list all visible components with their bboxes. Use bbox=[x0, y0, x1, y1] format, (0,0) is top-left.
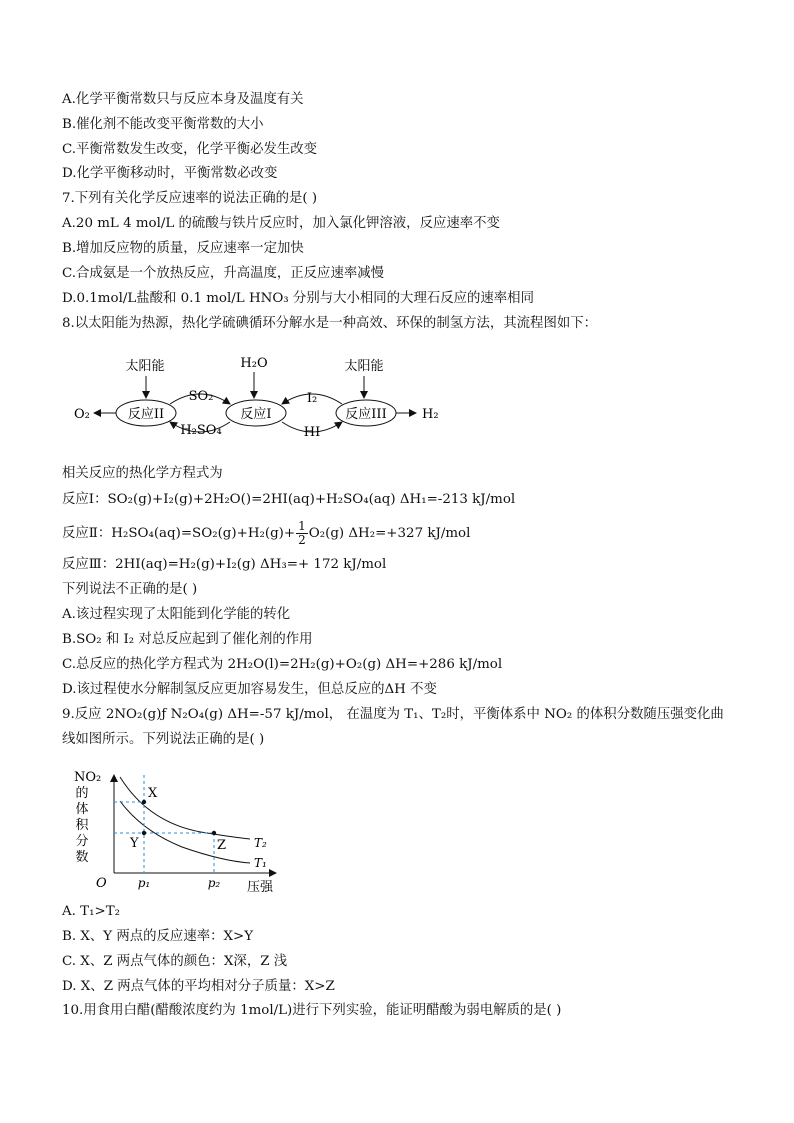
point-z bbox=[212, 831, 216, 835]
x-tick-p2: p₂ bbox=[207, 876, 221, 890]
q9-option-c: C. X、Z 两点气体的颜色：X深，Z 浅 bbox=[62, 954, 288, 969]
one-half-fraction: $\frac{1}{2}$ bbox=[298, 519, 306, 547]
q8-flow-diagram bbox=[60, 348, 460, 448]
x-axis-label: 压强 bbox=[246, 880, 274, 895]
q6-option-b: B.催化剂不能改变平衡常数的大小 bbox=[62, 117, 264, 132]
hi-label: HI bbox=[303, 425, 321, 440]
q9-option-a: A. T₁>T₂ bbox=[62, 904, 121, 919]
so2-label: SO₂ bbox=[188, 389, 214, 404]
y-axis-char-1: 的 bbox=[75, 786, 89, 801]
q8-eq3: 反应Ⅲ：2HI(aq)=H₂(g)+I₂(g) ΔH₃=+ 172 kJ/mol bbox=[62, 557, 387, 572]
q7-option-a: A.20 mL 4 mol/L 的硫酸与铁片反应时，加入氯化钾溶液，反应速率不变 bbox=[62, 216, 500, 231]
point-y-label: Y bbox=[130, 836, 139, 851]
series-t1-curve bbox=[120, 801, 250, 863]
point-z-label: Z bbox=[217, 838, 227, 853]
series-t1-label: T₁ bbox=[254, 856, 267, 870]
q9-chart bbox=[62, 765, 292, 895]
solar-right-label: 太阳能 bbox=[344, 359, 384, 374]
origin-label: O bbox=[96, 876, 107, 891]
q6-option-a: A.化学平衡常数只与反应本身及温度有关 bbox=[62, 92, 304, 107]
o2-label: O₂ bbox=[74, 407, 90, 422]
q8-eq-intro: 相关反应的热化学方程式为 bbox=[62, 466, 223, 481]
q8-option-b: B.SO₂ 和 I₂ 对总反应起到了催化剂的作用 bbox=[62, 632, 313, 647]
q8-option-a: A.该过程实现了太阳能到化学能的转化 bbox=[62, 607, 291, 622]
solar-left-label: 太阳能 bbox=[125, 359, 165, 374]
q7-option-c: C.合成氨是一个放热反应，升高温度，正反应速率减慢 bbox=[62, 266, 385, 281]
reaction-3-label: 反应III bbox=[345, 407, 387, 422]
point-x-label: X bbox=[148, 786, 158, 801]
reaction-2-label: 反应II bbox=[127, 407, 165, 422]
q8-eq1: 反应Ⅰ：SO₂(g)+I₂(g)+2H₂O()=2HI(aq)+H₂SO₄(aq) ΔH₁=-213 kJ/mol bbox=[62, 492, 516, 507]
h2-label: H₂ bbox=[422, 407, 439, 422]
q7-option-b: B.增加反应物的质量，反应速率一定加快 bbox=[62, 241, 304, 256]
q8-eq2 bbox=[62, 520, 470, 547]
y-axis-char-4: 分 bbox=[75, 834, 89, 849]
q8-option-d: D.该过程使水分解制氢反应更加容易发生，但总反应的ΔH 不变 bbox=[62, 682, 437, 697]
series-t2-curve bbox=[120, 777, 250, 839]
q9-option-b: B. X、Y 两点的反应速率：X>Y bbox=[62, 929, 254, 944]
y-axis-char-2: 体 bbox=[75, 802, 89, 817]
q8-question: 下列说法不正确的是( ) bbox=[62, 582, 198, 597]
q8-option-c: C.总反应的热化学方程式为 2H₂O(l)=2H₂(g)+O₂(g) ΔH=+286 kJ/mol bbox=[62, 657, 503, 672]
x-tick-p1: p₁ bbox=[137, 876, 151, 890]
q8-stem: 8.以太阳能为热源，热化学硫碘循环分解水是一种高效、环保的制氢方法，其流程图如下： bbox=[62, 316, 598, 331]
q6-option-c: C.平衡常数发生改变，化学平衡必发生改变 bbox=[62, 142, 318, 157]
q9-option-d: D. X、Z 两点气体的平均相对分子质量：X>Z bbox=[62, 979, 335, 994]
q7-stem: 7.下列有关化学反应速率的说法正确的是( ) bbox=[62, 191, 318, 206]
point-y bbox=[142, 831, 146, 835]
q8-eq2-post: O₂(g) ΔH₂=+327 kJ/mol bbox=[308, 526, 471, 541]
q9-stem-line1: 9.反应 2NO₂(g)ƒ N₂O₄(g) ΔH=-57 kJ/mol， 在温度为 T₁、T₂时，平衡体系中 NO₂ 的体积分数随压强变化曲 bbox=[62, 707, 724, 722]
series-t2-label: T₂ bbox=[254, 836, 267, 850]
q10-stem: 10.用食用白醋(醋酸浓度约为 1mol/L)进行下列实验，能证明醋酸为弱电解质的是( ) bbox=[62, 1003, 562, 1018]
y-axis-char-3: 积 bbox=[75, 818, 89, 833]
q9-stem-line2: 线如图所示。下列说法正确的是( ) bbox=[62, 732, 265, 747]
q8-eq2-pre: 反应Ⅱ：H₂SO₄(aq)=SO₂(g)+H₂(g)+ bbox=[62, 526, 296, 541]
i2-label: I₂ bbox=[306, 391, 318, 406]
y-axis-char-5: 数 bbox=[75, 850, 89, 865]
water-label: H₂O bbox=[240, 356, 268, 371]
q6-option-d: D.化学平衡移动时，平衡常数必改变 bbox=[62, 166, 278, 181]
h2so4-label: H₂SO₄ bbox=[180, 423, 222, 438]
q7-option-d: D.0.1mol/L盐酸和 0.1 mol/L HNO₃ 分别与大小相同的大理石反应的速率相同 bbox=[62, 291, 534, 306]
reaction-1-label: 反应I bbox=[240, 407, 272, 422]
point-x bbox=[142, 800, 146, 804]
y-axis-label-top: NO₂ bbox=[74, 770, 102, 785]
